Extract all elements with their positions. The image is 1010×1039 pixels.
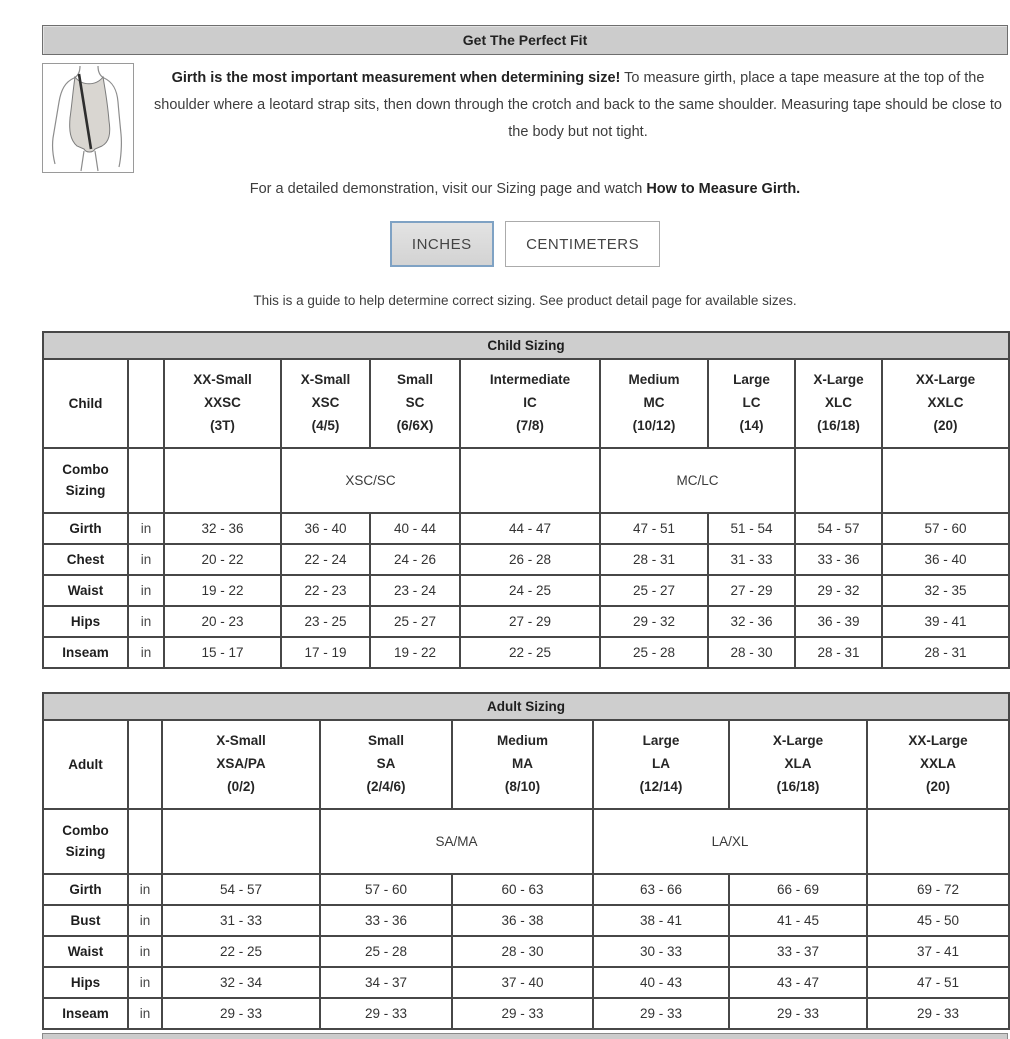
value-cell: 17 - 19	[281, 637, 370, 668]
value-cell: 57 - 60	[882, 513, 1009, 544]
adult-combo-label: Combo Sizing	[43, 809, 128, 874]
value-cell: 33 - 36	[795, 544, 882, 575]
column-code: IC	[523, 394, 537, 410]
value-cell: 23 - 25	[281, 606, 370, 637]
column-header-medium	[452, 720, 593, 809]
value-cell: 27 - 29	[708, 575, 795, 606]
value-cell: 44 - 47	[460, 513, 600, 544]
column-header-x-small	[162, 720, 320, 809]
value-cell: 51 - 54	[708, 513, 795, 544]
value-cell: 27 - 29	[460, 606, 600, 637]
child-corner-label: Child	[43, 359, 128, 448]
value-cell: 32 - 36	[708, 606, 795, 637]
column-header-medium	[600, 359, 708, 448]
column-range: (6/6X)	[396, 417, 434, 433]
child-row-inseam	[43, 637, 1009, 668]
girth-illustration	[42, 63, 134, 173]
page-title: Get The Perfect Fit	[462, 32, 588, 48]
column-range: (0/2)	[227, 778, 255, 794]
combo-cell-mc-lc: MC/LC	[600, 448, 795, 513]
adult-row-hips	[43, 967, 1009, 998]
value-cell: 41 - 45	[729, 905, 867, 936]
row-label: Chest	[43, 544, 128, 575]
value-cell: 22 - 24	[281, 544, 370, 575]
column-header-x-large	[729, 720, 867, 809]
value-cell: 37 - 41	[867, 936, 1009, 967]
combo-cell-empty	[795, 448, 882, 513]
row-label: Waist	[43, 936, 128, 967]
value-cell: 29 - 33	[162, 998, 320, 1029]
value-cell: 20 - 23	[164, 606, 281, 637]
next-section-edge	[42, 1033, 1008, 1039]
value-cell: 22 - 23	[281, 575, 370, 606]
value-cell: 34 - 37	[320, 967, 452, 998]
value-cell: 57 - 60	[320, 874, 452, 905]
value-cell: 25 - 27	[370, 606, 460, 637]
child-combo-label: Combo Sizing	[43, 448, 128, 513]
column-code: SA	[376, 755, 396, 771]
row-label: Inseam	[43, 637, 128, 668]
column-code: XXLC	[927, 394, 964, 410]
column-name: X-Large	[772, 733, 824, 748]
unit-cell: in	[128, 544, 164, 575]
column-name: XX-Small	[193, 372, 252, 387]
combo-cell-empty	[882, 448, 1009, 513]
page-header	[42, 25, 1008, 55]
value-cell: 29 - 32	[795, 575, 882, 606]
column-code: LA	[652, 755, 670, 771]
child-table-title: Child Sizing	[43, 332, 1009, 359]
combo-cell-xsc-sc: XSC/SC	[281, 448, 460, 513]
value-cell: 32 - 36	[164, 513, 281, 544]
value-cell: 47 - 51	[600, 513, 708, 544]
column-name: X-Small	[216, 733, 266, 748]
column-code: MC	[643, 394, 665, 410]
column-range: (2/4/6)	[366, 778, 406, 794]
value-cell: 40 - 44	[370, 513, 460, 544]
sizing-content	[42, 25, 1008, 1039]
column-name: XX-Large	[915, 372, 976, 387]
column-code: LC	[742, 394, 761, 410]
centimeters-button[interactable]: CENTIMETERS	[505, 221, 660, 267]
combo-cell-empty	[867, 809, 1009, 874]
unit-cell: in	[128, 936, 162, 967]
value-cell: 25 - 28	[600, 637, 708, 668]
value-cell: 25 - 27	[600, 575, 708, 606]
column-name: Medium	[496, 733, 548, 748]
column-header-xx-large	[867, 720, 1009, 809]
column-code: XSA/PA	[216, 755, 266, 771]
value-cell: 29 - 33	[729, 998, 867, 1029]
value-cell: 28 - 30	[708, 637, 795, 668]
row-label: Waist	[43, 575, 128, 606]
value-cell: 26 - 28	[460, 544, 600, 575]
column-name: Intermediate	[489, 372, 571, 387]
value-cell: 23 - 24	[370, 575, 460, 606]
value-cell: 60 - 63	[452, 874, 593, 905]
adult-row-bust	[43, 905, 1009, 936]
child-combo-unit	[128, 448, 164, 513]
column-code: XLA	[784, 755, 812, 771]
value-cell: 43 - 47	[729, 967, 867, 998]
value-cell: 29 - 33	[452, 998, 593, 1029]
combo-cell-empty	[162, 809, 320, 874]
column-header-xx-large	[882, 359, 1009, 448]
value-cell: 36 - 39	[795, 606, 882, 637]
column-name: X-Large	[813, 372, 864, 387]
row-label: Hips	[43, 967, 128, 998]
inches-button[interactable]: INCHES	[390, 221, 494, 267]
adult-row-waist	[43, 936, 1009, 967]
combo-cell-sa-ma: SA/MA	[320, 809, 593, 874]
value-cell: 32 - 34	[162, 967, 320, 998]
column-range: (3T)	[210, 417, 235, 433]
value-cell: 36 - 40	[281, 513, 370, 544]
value-cell: 36 - 40	[882, 544, 1009, 575]
column-name: XX-Large	[908, 733, 968, 748]
column-range: (20)	[933, 417, 958, 433]
value-cell: 19 - 22	[164, 575, 281, 606]
unit-cell: in	[128, 606, 164, 637]
column-code: XXLA	[919, 755, 956, 771]
value-cell: 31 - 33	[708, 544, 795, 575]
row-label: Girth	[43, 513, 128, 544]
value-cell: 31 - 33	[162, 905, 320, 936]
column-range: (12/14)	[639, 778, 683, 794]
row-label: Girth	[43, 874, 128, 905]
child-row-hips	[43, 606, 1009, 637]
value-cell: 54 - 57	[795, 513, 882, 544]
value-cell: 28 - 31	[882, 637, 1009, 668]
value-cell: 22 - 25	[162, 936, 320, 967]
row-label: Bust	[43, 905, 128, 936]
value-cell: 33 - 37	[729, 936, 867, 967]
girth-instructions-highlight: Girth is the most important measurement when determining size!	[171, 70, 621, 86]
column-code: SC	[405, 394, 425, 410]
value-cell: 66 - 69	[729, 874, 867, 905]
value-cell: 45 - 50	[867, 905, 1009, 936]
column-name: Small	[396, 372, 434, 387]
combo-cell-empty	[460, 448, 600, 513]
column-code: XXSC	[204, 394, 241, 410]
column-range: (7/8)	[516, 417, 544, 433]
column-name: Small	[367, 733, 405, 748]
demo-note-emphasis: How to Measure Girth.	[646, 181, 801, 197]
value-cell: 69 - 72	[867, 874, 1009, 905]
child-sizing-table	[42, 331, 1010, 669]
value-cell: 22 - 25	[460, 637, 600, 668]
combo-cell-la-xl: LA/XL	[593, 809, 867, 874]
adult-row-girth	[43, 874, 1009, 905]
column-header-x-large	[795, 359, 882, 448]
column-name: Large	[642, 733, 680, 748]
column-header-large	[708, 359, 795, 448]
value-cell: 40 - 43	[593, 967, 729, 998]
unit-cell: in	[128, 967, 162, 998]
value-cell: 20 - 22	[164, 544, 281, 575]
unit-cell: in	[128, 513, 164, 544]
value-cell: 29 - 33	[867, 998, 1009, 1029]
value-cell: 19 - 22	[370, 637, 460, 668]
value-cell: 28 - 31	[600, 544, 708, 575]
column-range: (4/5)	[311, 417, 340, 433]
adult-sizing-table	[42, 692, 1010, 1030]
column-code: MA	[512, 755, 533, 771]
child-row-girth	[43, 513, 1009, 544]
value-cell: 29 - 32	[600, 606, 708, 637]
column-range: (10/12)	[632, 417, 676, 433]
row-label: Inseam	[43, 998, 128, 1029]
intro-section	[42, 61, 1008, 173]
guide-note: This is a guide to help determine correct sizing. See product detail page for available sizes.	[253, 293, 797, 308]
unit-cell: in	[128, 905, 162, 936]
value-cell: 15 - 17	[164, 637, 281, 668]
value-cell: 54 - 57	[162, 874, 320, 905]
column-range: (14)	[739, 417, 764, 433]
value-cell: 29 - 33	[593, 998, 729, 1029]
girth-instructions	[134, 61, 1008, 145]
child-unit-header	[128, 359, 164, 448]
value-cell: 47 - 51	[867, 967, 1009, 998]
column-code: XSC	[311, 394, 340, 410]
combo-cell-empty	[164, 448, 281, 513]
adult-corner-label: Adult	[43, 720, 128, 809]
column-code: XLC	[825, 394, 852, 410]
column-range: (16/18)	[776, 778, 820, 794]
adult-table-title: Adult Sizing	[43, 693, 1009, 720]
value-cell: 24 - 26	[370, 544, 460, 575]
child-row-waist	[43, 575, 1009, 606]
adult-unit-header	[128, 720, 162, 809]
value-cell: 30 - 33	[593, 936, 729, 967]
value-cell: 36 - 38	[452, 905, 593, 936]
column-range: (16/18)	[817, 417, 860, 433]
girth-instructions-body: To measure girth, place a tape measure at the top of the shoulder where a leotard strap sits, then down through the crotch and back to the same shoulder. Measuring tape should be close to the body but not tight.	[154, 70, 1002, 140]
column-range: (8/10)	[504, 778, 541, 794]
unit-toggle	[42, 221, 1008, 267]
column-name: X-Small	[300, 372, 351, 387]
demo-note	[42, 181, 1008, 197]
child-row-chest	[43, 544, 1009, 575]
value-cell: 32 - 35	[882, 575, 1009, 606]
column-header-small	[370, 359, 460, 448]
column-header-intermediate	[460, 359, 600, 448]
value-cell: 28 - 30	[452, 936, 593, 967]
column-name: Large	[733, 372, 770, 387]
column-header-small	[320, 720, 452, 809]
value-cell: 29 - 33	[320, 998, 452, 1029]
column-range: (20)	[925, 778, 950, 794]
column-header-xx-small	[164, 359, 281, 448]
row-label: Hips	[43, 606, 128, 637]
unit-cell: in	[128, 575, 164, 606]
column-header-x-small	[281, 359, 370, 448]
value-cell: 39 - 41	[882, 606, 1009, 637]
value-cell: 63 - 66	[593, 874, 729, 905]
column-header-large	[593, 720, 729, 809]
adult-row-inseam	[43, 998, 1009, 1029]
value-cell: 33 - 36	[320, 905, 452, 936]
leotard-figure-icon	[43, 64, 133, 172]
unit-cell: in	[128, 874, 162, 905]
unit-cell: in	[128, 998, 162, 1029]
value-cell: 25 - 28	[320, 936, 452, 967]
value-cell: 28 - 31	[795, 637, 882, 668]
unit-cell: in	[128, 637, 164, 668]
value-cell: 37 - 40	[452, 967, 593, 998]
adult-combo-unit	[128, 809, 162, 874]
value-cell: 24 - 25	[460, 575, 600, 606]
value-cell: 38 - 41	[593, 905, 729, 936]
demo-note-prefix: For a detailed demonstration, visit our Sizing page and watch	[249, 181, 647, 197]
column-name: Medium	[628, 372, 680, 387]
